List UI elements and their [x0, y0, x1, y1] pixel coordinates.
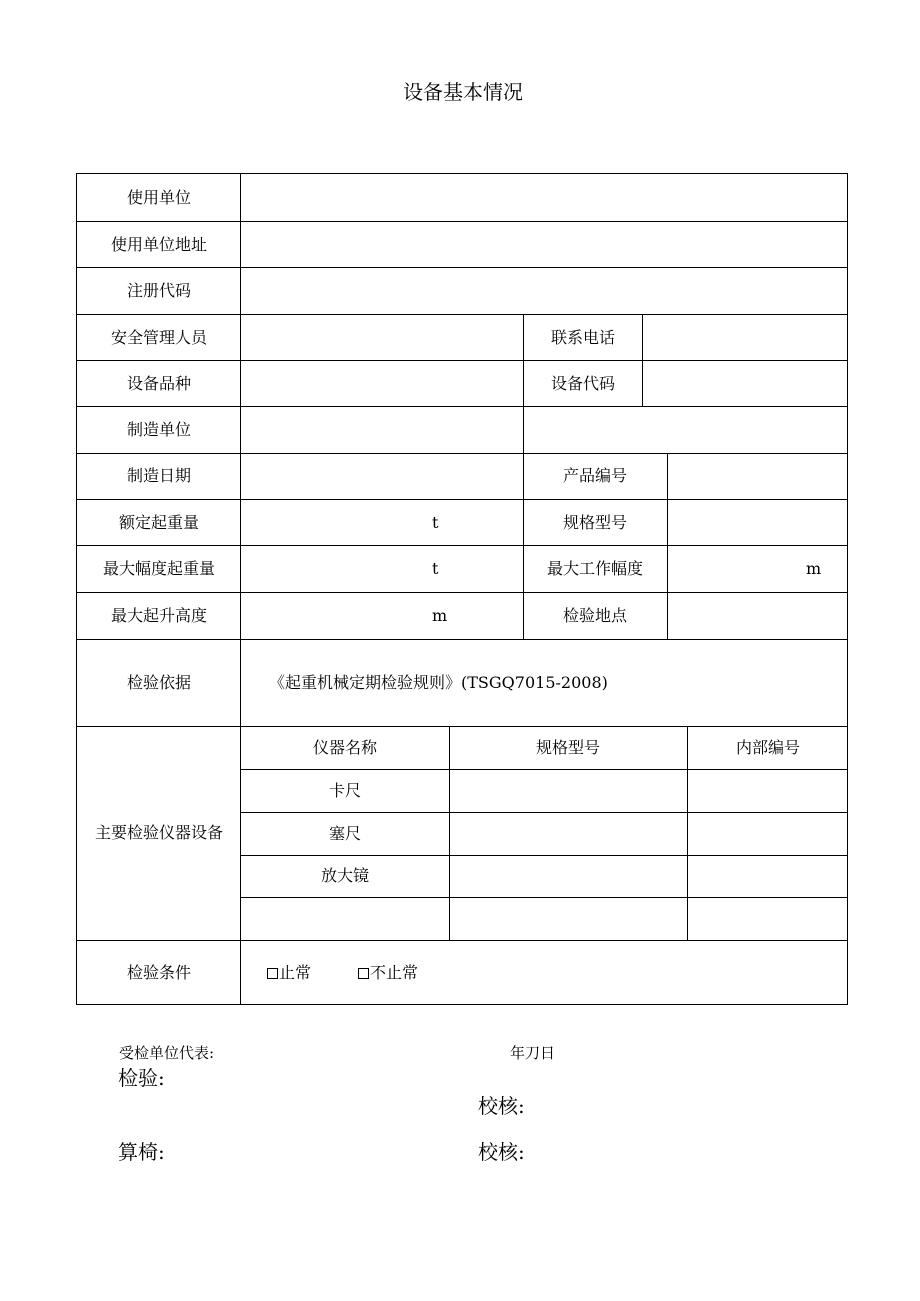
reviewer-label: 校核:	[478, 1094, 525, 1118]
condition-abnormal-label: 不止常	[370, 963, 419, 982]
label-equipment-type: 设备品种	[126, 374, 192, 393]
label-max-lift-height: 最大起升高度	[110, 606, 208, 625]
condition-abnormal-option[interactable]	[358, 964, 418, 982]
label-use-unit: 使用单位	[126, 188, 192, 207]
page-title: 设备基本情况	[403, 80, 523, 104]
instrument-item: 放大镜	[320, 866, 370, 885]
unit-max-radius-load: t	[432, 559, 439, 578]
condition-normal-label: 止常	[279, 963, 312, 982]
inspector-label: 检验:	[118, 1066, 165, 1090]
label-registration-code: 注册代码	[126, 281, 192, 300]
label-contact-phone: 联系电话	[550, 328, 616, 347]
label-inspection-conditions: 检验条件	[126, 963, 192, 982]
condition-normal-option[interactable]	[267, 964, 311, 982]
label-rated-load: 额定起重量	[118, 513, 200, 532]
calculator-label: 算椅:	[118, 1140, 165, 1164]
representative-label: 受检单位代表:	[119, 1044, 215, 1062]
instrument-header-model: 规格型号	[535, 738, 601, 757]
equipment-info-table	[76, 173, 848, 1005]
unit-max-working-radius: m	[806, 559, 822, 578]
reviewer-label-2: 校核:	[478, 1140, 525, 1164]
unit-rated-load: t	[432, 513, 439, 532]
checkbox-icon[interactable]	[358, 968, 369, 979]
label-use-unit-address: 使用单位地址	[110, 235, 208, 254]
label-manufacture-date: 制造日期	[126, 466, 192, 485]
label-max-working-radius: 最大工作幅度	[546, 559, 644, 578]
label-safety-manager: 安全管理人员	[110, 328, 208, 347]
inspection-basis-value: 《起重机械定期检验规则》(TSGQ7015-2008)	[269, 673, 608, 692]
instrument-item: 卡尺	[328, 781, 362, 800]
instrument-header-number: 内部编号	[735, 738, 801, 757]
label-manufacturer: 制造单位	[126, 420, 192, 439]
unit-max-lift-height: m	[432, 606, 448, 625]
label-model-spec: 规格型号	[562, 513, 628, 532]
label-inspection-site: 检验地点	[562, 606, 628, 625]
label-max-radius-load: 最大幅度起重量	[102, 559, 216, 578]
instrument-item: 塞尺	[328, 824, 362, 843]
label-equipment-code: 设备代码	[550, 374, 616, 393]
checkbox-icon[interactable]	[267, 968, 278, 979]
date-label: 年刀日	[510, 1044, 556, 1062]
label-product-number: 产品编号	[562, 466, 628, 485]
label-inspection-basis: 检验依据	[126, 673, 192, 692]
label-main-instruments: 主要检验仪器设备	[94, 823, 224, 842]
instrument-header-name: 仪器名称	[312, 738, 378, 757]
